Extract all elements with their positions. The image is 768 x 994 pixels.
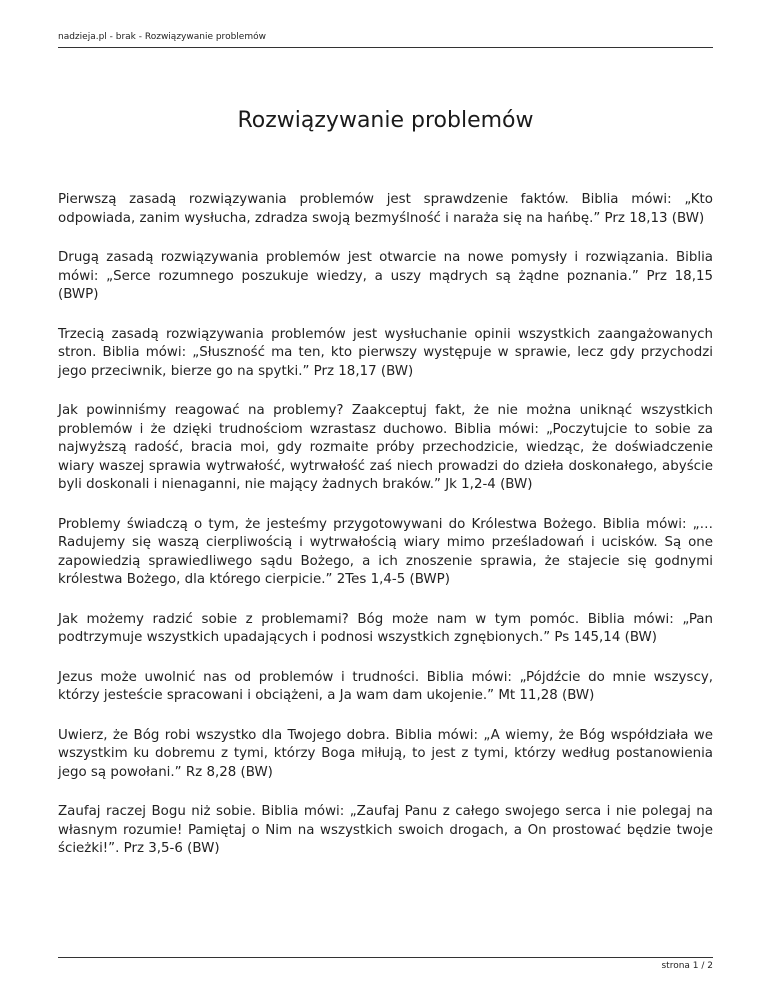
paragraph-5: Problemy świadczą o tym, że jesteśmy przygotowywani do Królestwa Bożego. Biblia mówi: „…Radujemy się waszą cierpliwością i wytrwałością wiary mimo prześladowań i ucisków. Są one zapowiedzią sprawiedliwego sądu Bożego, a ich znoszenie sprawia, że stajecie się godnymi królestwa Bożego, dla którego cierpicie.” 2Tes 1,4-5 (BWP) [58,516,713,587]
page-number: strona 1 / 2 [661,961,713,971]
paragraph-1: Pierwszą zasadą rozwiązywania problemów jest sprawdzenie faktów. Biblia mówi: „Kto odpowiada, zanim wysłucha, zdradza swoją bezmyślność i naraża się na hańbę.” Prz 18,13 (BW) [58,192,713,226]
header-text: nadzieja.pl - brak - Rozwiązywanie problemów [58,32,266,42]
page-title: Rozwiązywanie problemów [237,108,534,133]
paragraph-2: Drugą zasadą rozwiązywania problemów jest otwarcie na nowe pomysły i rozwiązania. Biblia mówi: „Serce rozumnego poszukuje wiedzy, a uszy mądrych są żądne poznania.” Prz 18,15 (BWP) [58,250,713,302]
page-header [58,30,713,48]
article-body [58,191,713,880]
paragraph-3: Trzecią zasadą rozwiązywania problemów jest wysłuchanie opinii wszystkich zaangażowanych stron. Biblia mówi: „Słuszność ma ten, kto pierwszy występuje w sprawie, lecz gdy przychodzi jego przeciwnik, bierze go na spytki.” Prz 18,17 (BW) [58,326,713,379]
paragraph-4: Jak powinniśmy reagować na problemy? Zaakceptuj fakt, że nie można uniknąć wszystkich problemów i że dzięki trudnościom wzrastasz duchowo. Biblia mówi: „Poczytujcie to sobie za najwyższą radość, bracia moi, gdy rozmaite próby przechodzicie, wiedząc, że doświadczenie wiary waszej sprawia wytrwałość, wytrwałość zaś niech prowadzi do dzieła doskonałego, abyście byli doskonali i nienaganni, nie mający żadnych braków.” Jk 1,2-4 (BW) [58,403,713,492]
paragraph-7: Jezus może uwolnić nas od problemów i trudności. Biblia mówi: „Pójdźcie do mnie wszyscy, którzy jesteście spracowani i obciążeni, a Ja wam dam ukojenie.” Mt 11,28 (BW) [58,669,713,703]
page-footer [58,957,713,971]
paragraph-9: Zaufaj raczej Bogu niż sobie. Biblia mówi: „Zaufaj Panu z całego swojego serca i nie polegaj na własnym rozumie! Pamiętaj o Nim na wszystkich swoich drogach, a On prostować będzie twoje ścieżki!”. Prz 3,5-6 (BW) [58,804,713,856]
paragraph-8: Uwierz, że Bóg robi wszystko dla Twojego dobra. Biblia mówi: „A wiemy, że Bóg współdziała we wszystkim ku dobremu z tymi, którzy Boga miłują, to jest z tymi, którzy według postanowienia jego są powołani.” Rz 8,28 (BW) [58,727,713,780]
paragraph-6: Jak możemy radzić sobie z problemami? Bóg może nam w tym pomóc. Biblia mówi: „Pan podtrzymuje wszystkich upadających i podnosi wszystkich zgnębionych.” Ps 145,14 (BW) [58,611,713,645]
